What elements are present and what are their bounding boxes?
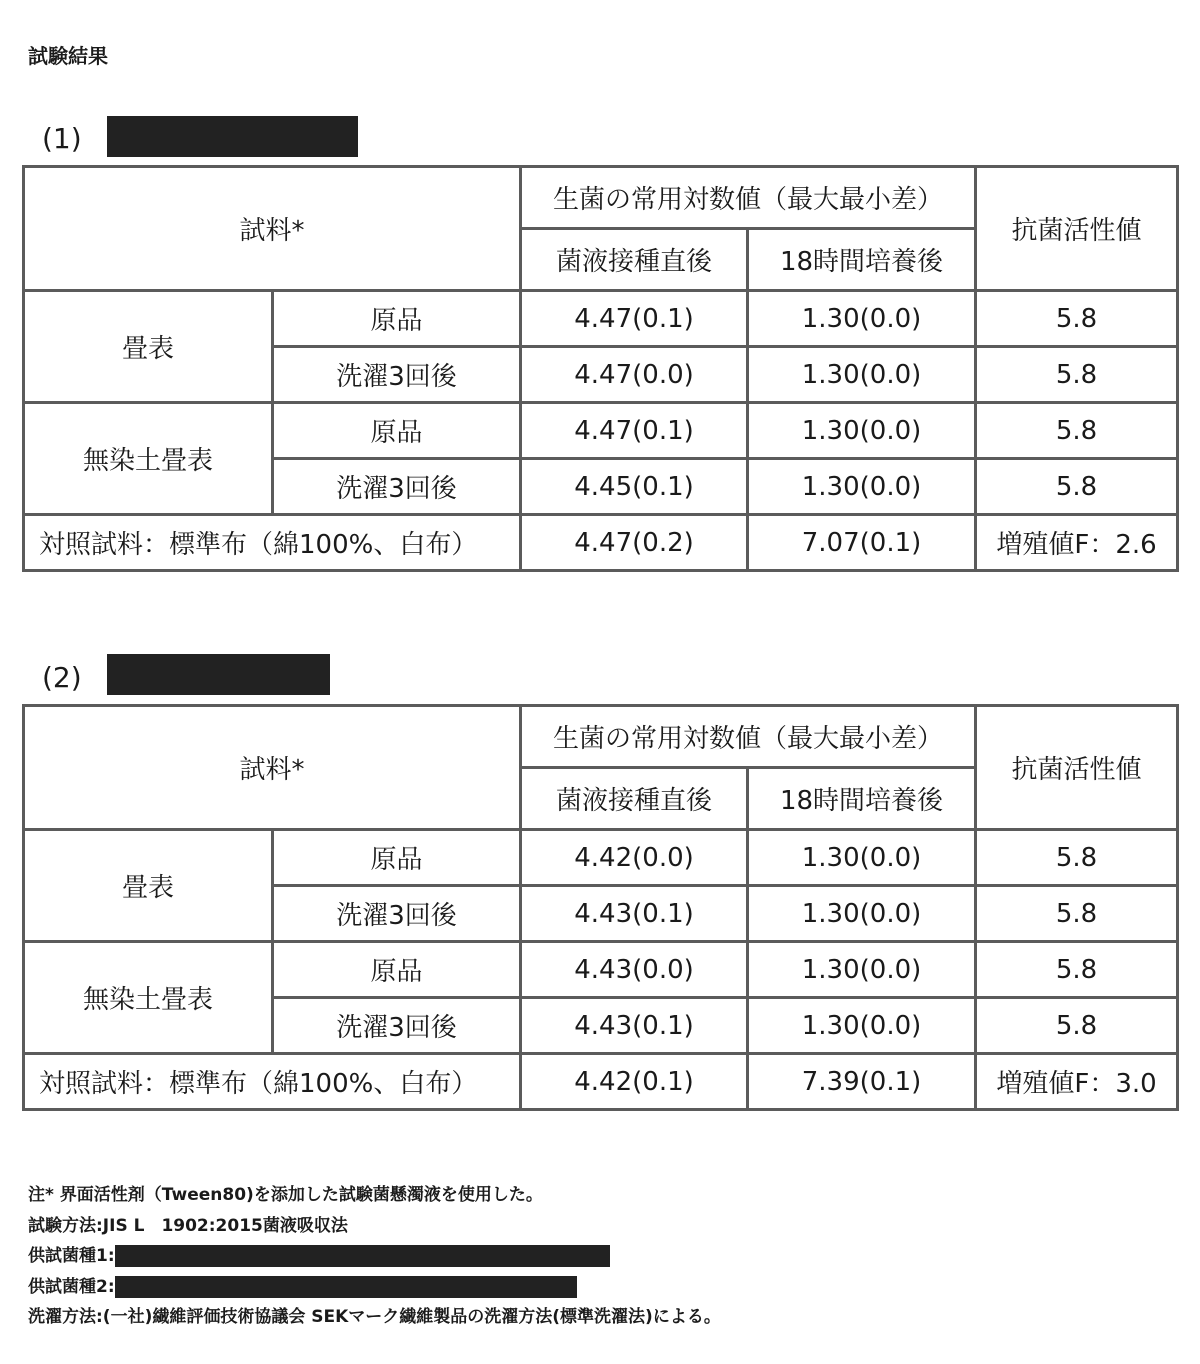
initial-value-cell: 4.47(0.0) — [521, 347, 748, 403]
notes — [28, 1180, 721, 1333]
section-1-heading — [42, 118, 82, 158]
sample-header: 試料* — [24, 167, 521, 291]
col-header-18h: 18時間培養後 — [748, 229, 976, 291]
initial-value-cell: 4.43(0.1) — [521, 886, 748, 942]
activity-value-cell: 5.8 — [976, 998, 1178, 1054]
section-number: (2) — [42, 661, 82, 694]
after-value-cell: 1.30(0.0) — [748, 347, 976, 403]
note-washing-method: 洗濯方法:(一社)繊維評価技術協議会 SEKマーク繊維製品の洗濯方法(標準洗濯法)による。 — [28, 1307, 721, 1327]
sample-header: 試料* — [24, 706, 521, 830]
control-initial-cell: 4.47(0.2) — [521, 515, 748, 571]
after-value-cell: 1.30(0.0) — [748, 998, 976, 1054]
condition-cell: 原品 — [273, 942, 521, 998]
strain-1-label: 供試菌種1: — [28, 1246, 115, 1266]
control-row — [24, 515, 1178, 571]
activity-value-cell: 5.8 — [976, 942, 1178, 998]
activity-value-cell: 5.8 — [976, 403, 1178, 459]
col-header-18h: 18時間培養後 — [748, 768, 976, 830]
initial-value-cell: 4.43(0.0) — [521, 942, 748, 998]
after-value-cell: 1.30(0.0) — [748, 459, 976, 515]
condition-cell: 洗濯3回後 — [273, 459, 521, 515]
growth-value-cell: 増殖値F：3.0 — [976, 1054, 1178, 1110]
condition-cell: 原品 — [273, 291, 521, 347]
after-value-cell: 1.30(0.0) — [748, 830, 976, 886]
page-title: 試験結果 — [28, 44, 108, 68]
results-table-2 — [22, 704, 1179, 1111]
strain-2-label: 供試菌種2: — [28, 1276, 115, 1297]
condition-cell: 原品 — [273, 403, 521, 459]
results-table-1 — [22, 165, 1179, 572]
log-value-header: 生菌の常用対数値（最大最小差） — [521, 167, 976, 229]
col-header-initial: 菌液接種直後 — [521, 229, 748, 291]
antibacterial-activity-header: 抗菌活性値 — [976, 167, 1178, 291]
table-row — [24, 403, 1178, 459]
condition-cell: 洗濯3回後 — [273, 998, 521, 1054]
after-value-cell: 1.30(0.0) — [748, 291, 976, 347]
initial-value-cell: 4.47(0.1) — [521, 403, 748, 459]
redacted-sample-name-2 — [107, 654, 330, 695]
redacted-sample-name-1 — [107, 116, 358, 157]
activity-value-cell: 5.8 — [976, 291, 1178, 347]
activity-value-cell: 5.8 — [976, 830, 1178, 886]
group-name: 畳表 — [24, 291, 273, 403]
initial-value-cell: 4.47(0.1) — [521, 291, 748, 347]
control-label: 対照試料：標準布（綿100%、白布） — [24, 1054, 521, 1110]
condition-cell: 原品 — [273, 830, 521, 886]
condition-cell: 洗濯3回後 — [273, 347, 521, 403]
control-after-cell: 7.39(0.1) — [748, 1054, 976, 1110]
note-test-method: 試験方法:JIS L 1902:2015菌液吸収法 — [28, 1215, 348, 1236]
condition-cell: 洗濯3回後 — [273, 886, 521, 942]
growth-value-cell: 増殖値F：2.6 — [976, 515, 1178, 571]
group-name: 無染土畳表 — [24, 942, 273, 1054]
initial-value-cell: 4.45(0.1) — [521, 459, 748, 515]
activity-value-cell: 5.8 — [976, 347, 1178, 403]
table-row — [24, 291, 1178, 347]
activity-value-cell: 5.8 — [976, 459, 1178, 515]
activity-value-cell: 5.8 — [976, 886, 1178, 942]
redacted-strain-2 — [115, 1276, 577, 1298]
table-row — [24, 942, 1178, 998]
control-initial-cell: 4.42(0.1) — [521, 1054, 748, 1110]
section-2-heading — [42, 657, 82, 697]
group-name: 無染土畳表 — [24, 403, 273, 515]
log-value-header: 生菌の常用対数値（最大最小差） — [521, 706, 976, 768]
control-row — [24, 1054, 1178, 1110]
note-strain-2 — [28, 1272, 721, 1303]
redacted-strain-1 — [115, 1245, 610, 1267]
note-strain-1 — [28, 1241, 721, 1272]
note-surfactant: 注* 界面活性剤（Tween80)を添加した試験菌懸濁液を使用した。 — [28, 1185, 543, 1205]
col-header-initial: 菌液接種直後 — [521, 768, 748, 830]
initial-value-cell: 4.43(0.1) — [521, 998, 748, 1054]
after-value-cell: 1.30(0.0) — [748, 942, 976, 998]
control-after-cell: 7.07(0.1) — [748, 515, 976, 571]
table-row — [24, 830, 1178, 886]
after-value-cell: 1.30(0.0) — [748, 403, 976, 459]
initial-value-cell: 4.42(0.0) — [521, 830, 748, 886]
section-number: (1) — [42, 122, 82, 155]
group-name: 畳表 — [24, 830, 273, 942]
antibacterial-activity-header: 抗菌活性値 — [976, 706, 1178, 830]
after-value-cell: 1.30(0.0) — [748, 886, 976, 942]
control-label: 対照試料：標準布（綿100%、白布） — [24, 515, 521, 571]
